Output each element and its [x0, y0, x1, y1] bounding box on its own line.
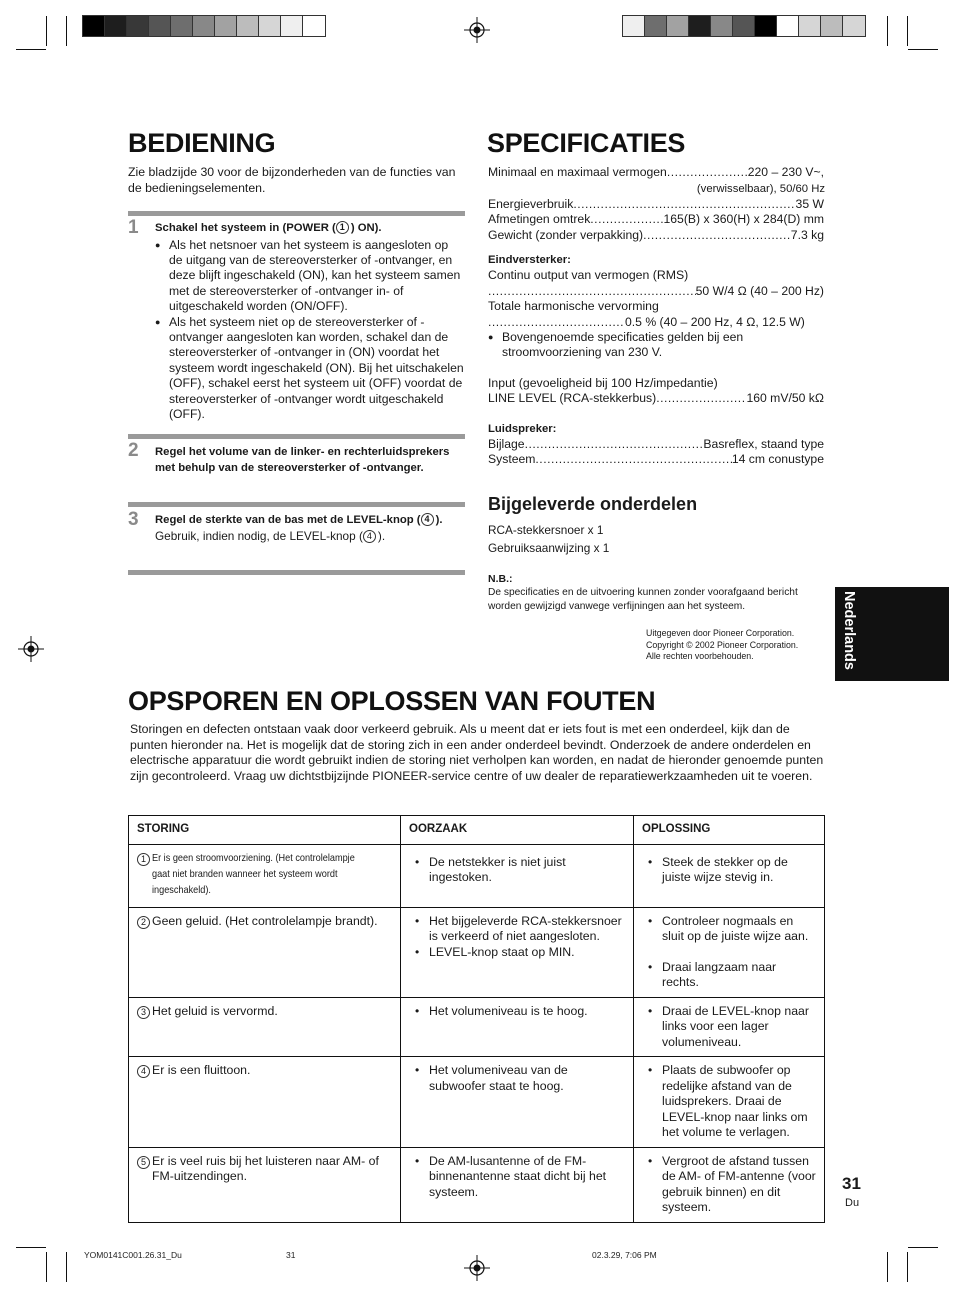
- step3-rule: [128, 502, 465, 507]
- column-header: OPLOSSING: [634, 816, 825, 845]
- amp-value2: ..... 0.5 % (40 – 200 Hz, 4 Ω, 12.5 W): [488, 315, 824, 331]
- color-swatch: [645, 16, 667, 36]
- list-item: RCA-stekkersnoer x 1: [488, 523, 604, 537]
- language-tab-label: Nederlands: [841, 591, 857, 670]
- publisher-line: Alle rechten voorbehouden.: [646, 651, 754, 662]
- amp-heading: Eindversterker:: [488, 254, 571, 266]
- speaker-row: Bijlage ..... Basreflex, staand type: [488, 437, 824, 453]
- spec-list: [488, 165, 825, 468]
- cause-cell: • Het volumeniveau is te hoog.: [401, 997, 634, 1057]
- color-swatch: [711, 16, 733, 36]
- step1-block: [155, 221, 465, 422]
- amp-line1: Continu output van vermogen (RMS): [488, 268, 689, 282]
- solution-cell: • Plaats de subwoofer op redelijke afstand van de luidsprekers. Draai de LEVEL-knop naar links om het volume te verlagen.: [634, 1057, 825, 1148]
- color-swatch: [821, 16, 843, 36]
- registration-mark-icon: [464, 1255, 490, 1281]
- color-swatch: [215, 16, 237, 36]
- list-item: ● Als het netsnoer van het systeem is aangesloten op de uitgang van de stereoversterker of -ontvanger, en deze blijft ingeschakeld (ON), kan het systeem samen met de stereoversterker of -ontvanger in- of uitgeschakeld worden (ON/OFF).: [155, 238, 465, 315]
- color-swatch: [105, 16, 127, 36]
- cause-cell: • Het bijgeleverde RCA-stekkersnoer is verkeerd of niet aangesloten. • LEVEL-knop staat op MIN.: [401, 907, 634, 997]
- bediening-title: BEDIENING: [128, 128, 276, 158]
- table-row: [129, 844, 825, 907]
- amp-bullets: [488, 330, 788, 361]
- table-header-row: [129, 816, 825, 845]
- step2-number: 2: [128, 440, 139, 461]
- spec-row: Energieverbruik ..... 35 W: [488, 197, 824, 213]
- page-number: 31: [842, 1174, 861, 1193]
- color-swatch: [237, 16, 259, 36]
- color-swatch: [843, 16, 865, 36]
- color-swatch: [755, 16, 777, 36]
- color-bar-left: [82, 15, 326, 37]
- color-swatch: [799, 16, 821, 36]
- step3-note: Gebruik, indien nodig, de LEVEL-knop ( 4 ).: [155, 528, 386, 543]
- registration-mark-icon: [464, 17, 490, 43]
- nb-text: De specificaties en de uitvoering kunnen zonder voorafgaand bericht worden gewijzigd vanwege verfijningen aan het systeem.: [488, 587, 798, 612]
- color-swatch: [667, 16, 689, 36]
- step1-number: 1: [128, 217, 139, 238]
- footer-page: 31: [286, 1250, 296, 1260]
- amp-line2: Totale harmonische vervorming: [488, 299, 659, 313]
- speaker-heading: Luidspreker:: [488, 422, 557, 435]
- column-header: OORZAAK: [401, 816, 634, 845]
- color-swatch: [623, 16, 645, 36]
- footer-date: 02.3.29, 7:06 PM: [592, 1250, 657, 1260]
- cause-cell: • De netstekker is niet juist ingestoken.: [401, 844, 634, 907]
- nb-heading: N.B.:: [488, 573, 513, 585]
- troubleshooting-table: [128, 815, 825, 1223]
- amp-value1: ..... 50 W/4 Ω (40 – 200 Hz): [488, 284, 824, 300]
- solution-cell: • Vergroot de afstand tussen de AM- of FM-antenne (voor gebruik binnen) en dit systeem.: [634, 1147, 825, 1222]
- step1-rule: [128, 211, 465, 216]
- color-swatch: [171, 16, 193, 36]
- color-swatch: [83, 16, 105, 36]
- bediening-intro: Zie bladzijde 30 voor de bijzonderheden van de functies van de bedieningselementen.: [128, 165, 456, 195]
- color-swatch: [733, 16, 755, 36]
- accessories-list: [488, 521, 609, 557]
- color-swatch: [689, 16, 711, 36]
- input-row: LINE LEVEL (RCA-stekkerbus) ..... 160 mV/50 kΩ: [488, 391, 824, 407]
- language-tab: [835, 587, 949, 681]
- symptom-cell: 2 Geen geluid. (Het controlelampje brandt).: [129, 907, 401, 997]
- solution-cell: • Draai de LEVEL-knop naar links voor een lager volumeniveau.: [634, 997, 825, 1057]
- table-row: [129, 997, 825, 1057]
- symptom-cell: 4 Er is een fluittoon.: [129, 1057, 401, 1148]
- footer-file: YOM0141C001.26.31_Du: [84, 1250, 182, 1260]
- symptom-cell: 1 Er is geen stroomvoorziening. (Het controlelampje gaat niet branden wanneer het systeem wordt ingeschakeld).: [129, 844, 401, 907]
- color-swatch: [259, 16, 281, 36]
- spec-row-cont: (verwisselbaar), 50/60 Hz: [696, 182, 825, 195]
- list-item: ● Bovengenoemde specificaties gelden bij een stroomvoorziening van 230 V.: [488, 330, 788, 361]
- list-item: Gebruiksaanwijzing x 1: [488, 541, 610, 555]
- step3-block: [155, 513, 465, 544]
- troubleshooting-title: OPSPOREN EN OPLOSSEN VAN FOUTEN: [128, 686, 656, 716]
- color-swatch: [149, 16, 171, 36]
- step2-rule: [128, 434, 465, 439]
- color-swatch: [193, 16, 215, 36]
- publisher-line: Uitgegeven door Pioneer Corporation.: [646, 628, 795, 638]
- troubleshooting-intro: Storingen en defecten ontstaan vaak door verkeerd gebruik. Als u meent dat er iets fout is met een onderdeel, kijk dan de punten hieronder na. Het is mogelijk dat de storing zich in een ander onderdeel bevindt. Onderzoek de andere onderdelen en electrische apparatuur die wordt gebruikt indien de storing niet verholpen kan worden, en nadat de hieronder genoemde punten zijn gecontroleerd. Vraag uw dichtstbijzijnde PIONEER-service centre of uw dealer de reparatiewerkzaamheden uit te voeren.: [130, 722, 824, 783]
- speaker-row: Systeem ..... 14 cm conustype: [488, 452, 824, 468]
- bediening-end-rule: [128, 570, 465, 575]
- specificaties-title: SPECIFICATIES: [487, 128, 686, 158]
- table-row: [129, 907, 825, 997]
- column-header: STORING: [129, 816, 401, 845]
- color-swatch: [127, 16, 149, 36]
- solution-cell: • Steek de stekker op de juiste wijze stevig in.: [634, 844, 825, 907]
- table-row: [129, 1057, 825, 1148]
- color-swatch: [777, 16, 799, 36]
- accessories-title: Bijgeleverde onderdelen: [488, 494, 698, 514]
- spec-row: Afmetingen omtrek ..... 165(B) x 360(H) x 284(D) mm: [488, 212, 824, 228]
- step3-number: 3: [128, 509, 139, 530]
- registration-mark-icon: [18, 636, 44, 662]
- spec-row: Minimaal en maximaal vermogen ..... 220 – 230 V~,: [488, 165, 824, 181]
- cause-cell: • Het volumeniveau van de subwoofer staat te hoog.: [401, 1057, 634, 1148]
- step1-bullets: [155, 238, 465, 423]
- input-line: Input (gevoeligheid bij 100 Hz/impedantie): [488, 375, 718, 390]
- step2-heading: Regel het volume van de linker- en rechterluidsprekers met behulp van de stereoversterker of -ontvanger.: [155, 446, 450, 474]
- table-row: [129, 1147, 825, 1222]
- publisher-info: [646, 628, 798, 663]
- color-swatch: [303, 16, 325, 36]
- spec-row: Gewicht (zonder verpakking) ..... 7.3 kg: [488, 228, 824, 244]
- step3-heading: Regel de sterkte van de bas met de LEVEL-knop ( 4 ).: [155, 514, 443, 526]
- symptom-cell: 3 Het geluid is vervormd.: [129, 997, 401, 1057]
- publisher-line: Copyright © 2002 Pioneer Corporation.: [646, 639, 799, 650]
- cause-cell: • De AM-lusantenne of de FM-binnenantenne staat dicht bij het systeem.: [401, 1147, 634, 1222]
- symptom-cell: 5 Er is veel ruis bij het luisteren naar AM- of FM-uitzendingen.: [129, 1147, 401, 1222]
- color-bar-right: [622, 15, 866, 37]
- page-lang: Du: [845, 1197, 860, 1209]
- color-swatch: [281, 16, 303, 36]
- list-item: ● Als het systeem niet op de stereoversterker of -ontvanger aangesloten kan worden, schakel dan de stereoversterker of -ontvanger in (ON) voordat het systeem wordt ingeschakeld (ON). Bij het uitschakelen (OFF), schakel eerst het systeem uit (OFF) voordat de stereoversterker of -ontvanger wordt uitgeschakeld (OFF).: [155, 315, 465, 423]
- step1-heading: Schakel het systeem in (POWER ( 1 ) ON).: [155, 222, 382, 234]
- solution-cell: • Controleer nogmaals en sluit op de juiste wijze aan. • Draai langzaam naar rechts.: [634, 907, 825, 997]
